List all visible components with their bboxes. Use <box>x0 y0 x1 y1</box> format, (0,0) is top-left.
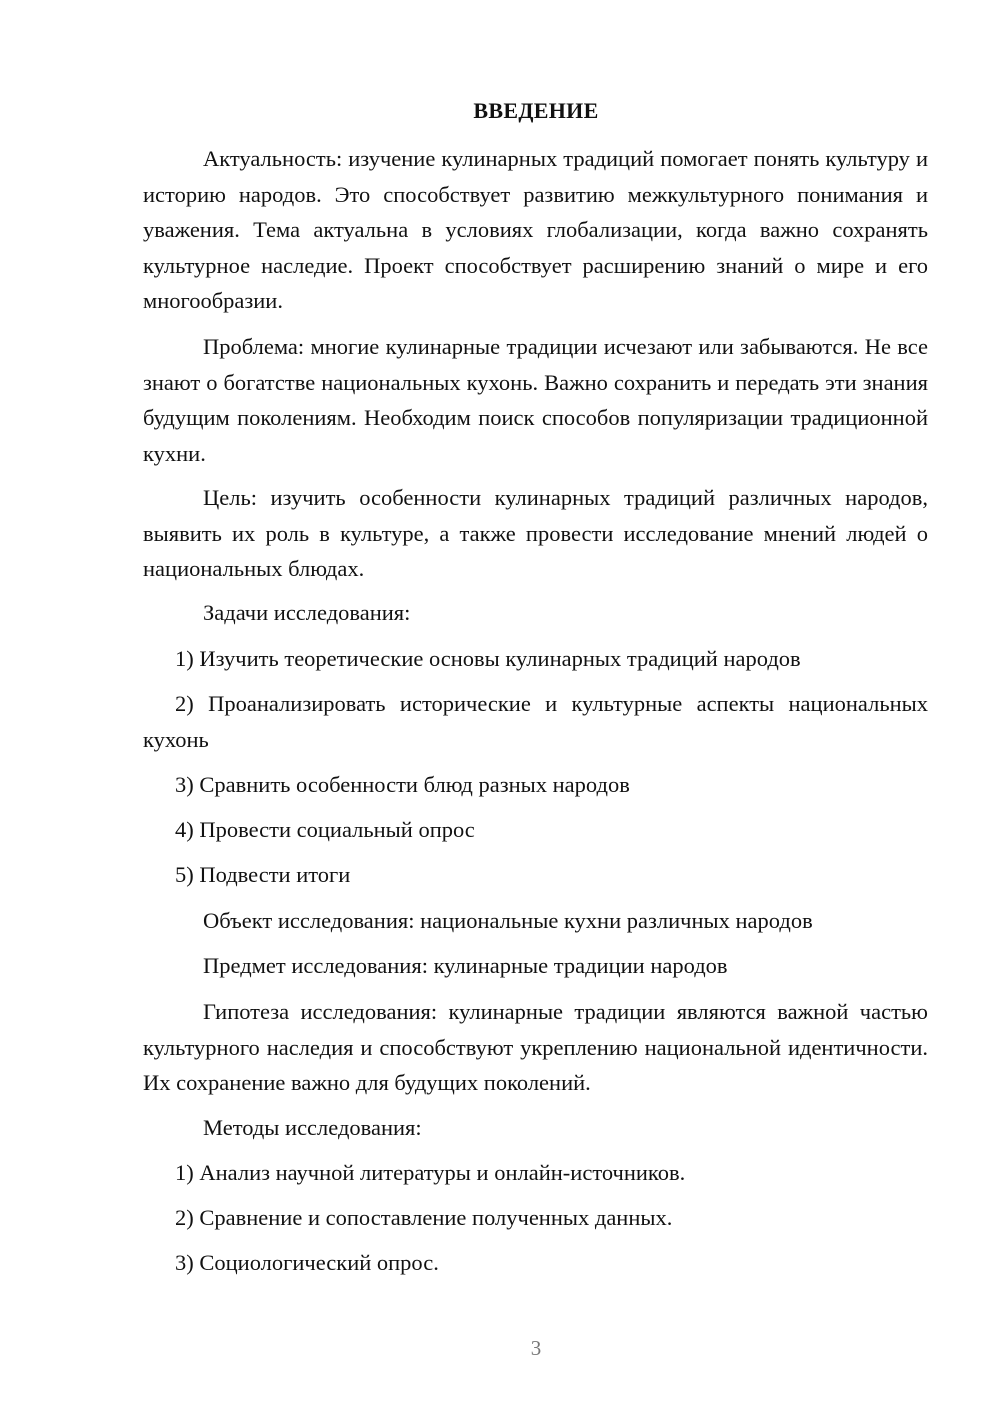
goal-paragraph: Цель: изучить особенности кулинарных традиций различных народов, выявить их роль в культуре, а также провести исследование мнений людей о национальных блюдах. <box>143 485 928 581</box>
relevance-paragraph: Актуальность: изучение кулинарных традиций помогает понять культуру и историю народов. Это способствует развитию межкультурного понимания и уважения. Тема актуальна в условиях глобализации, когда важно сохранять культурное наследие. Проект способствует расширению знаний о мире и его многообразии. <box>143 146 928 313</box>
tasks-heading: Задачи исследования: <box>203 600 411 625</box>
methods-heading: Методы исследования: <box>203 1115 422 1140</box>
method-item: 2) Сравнение и сопоставление полученных данных. <box>175 1205 673 1230</box>
task-item: 2) Проанализировать исторические и культурные аспекты национальных кухонь <box>143 691 928 752</box>
object-paragraph: Объект исследования: национальные кухни различных народов <box>203 908 813 933</box>
section-title: ВВЕДЕНИЕ <box>473 98 599 123</box>
task-item: 5) Подвести итоги <box>175 862 351 887</box>
subject-paragraph: Предмет исследования: кулинарные традиции народов <box>203 953 728 978</box>
method-item: 1) Анализ научной литературы и онлайн-источников. <box>175 1160 686 1185</box>
hypothesis-paragraph: Гипотеза исследования: кулинарные традиции являются важной частью культурного наследия и способствуют укреплению национальной идентичности. Их сохранение важно для будущих поколений. <box>143 999 928 1095</box>
problem-paragraph: Проблема: многие кулинарные традиции исчезают или забываются. Не все знают о богатстве национальных кухонь. Важно сохранить и передать эти знания будущим поколениям. Необходим поиск способов популяризации традиционной кухни. <box>143 334 928 466</box>
page-number: 3 <box>530 1336 542 1360</box>
task-item: 1) Изучить теоретические основы кулинарных традиций народов <box>175 646 801 671</box>
task-item: 3) Сравнить особенности блюд разных народов <box>175 772 630 797</box>
task-item: 4) Провести социальный опрос <box>175 817 475 842</box>
method-item: 3) Социологический опрос. <box>175 1250 439 1275</box>
